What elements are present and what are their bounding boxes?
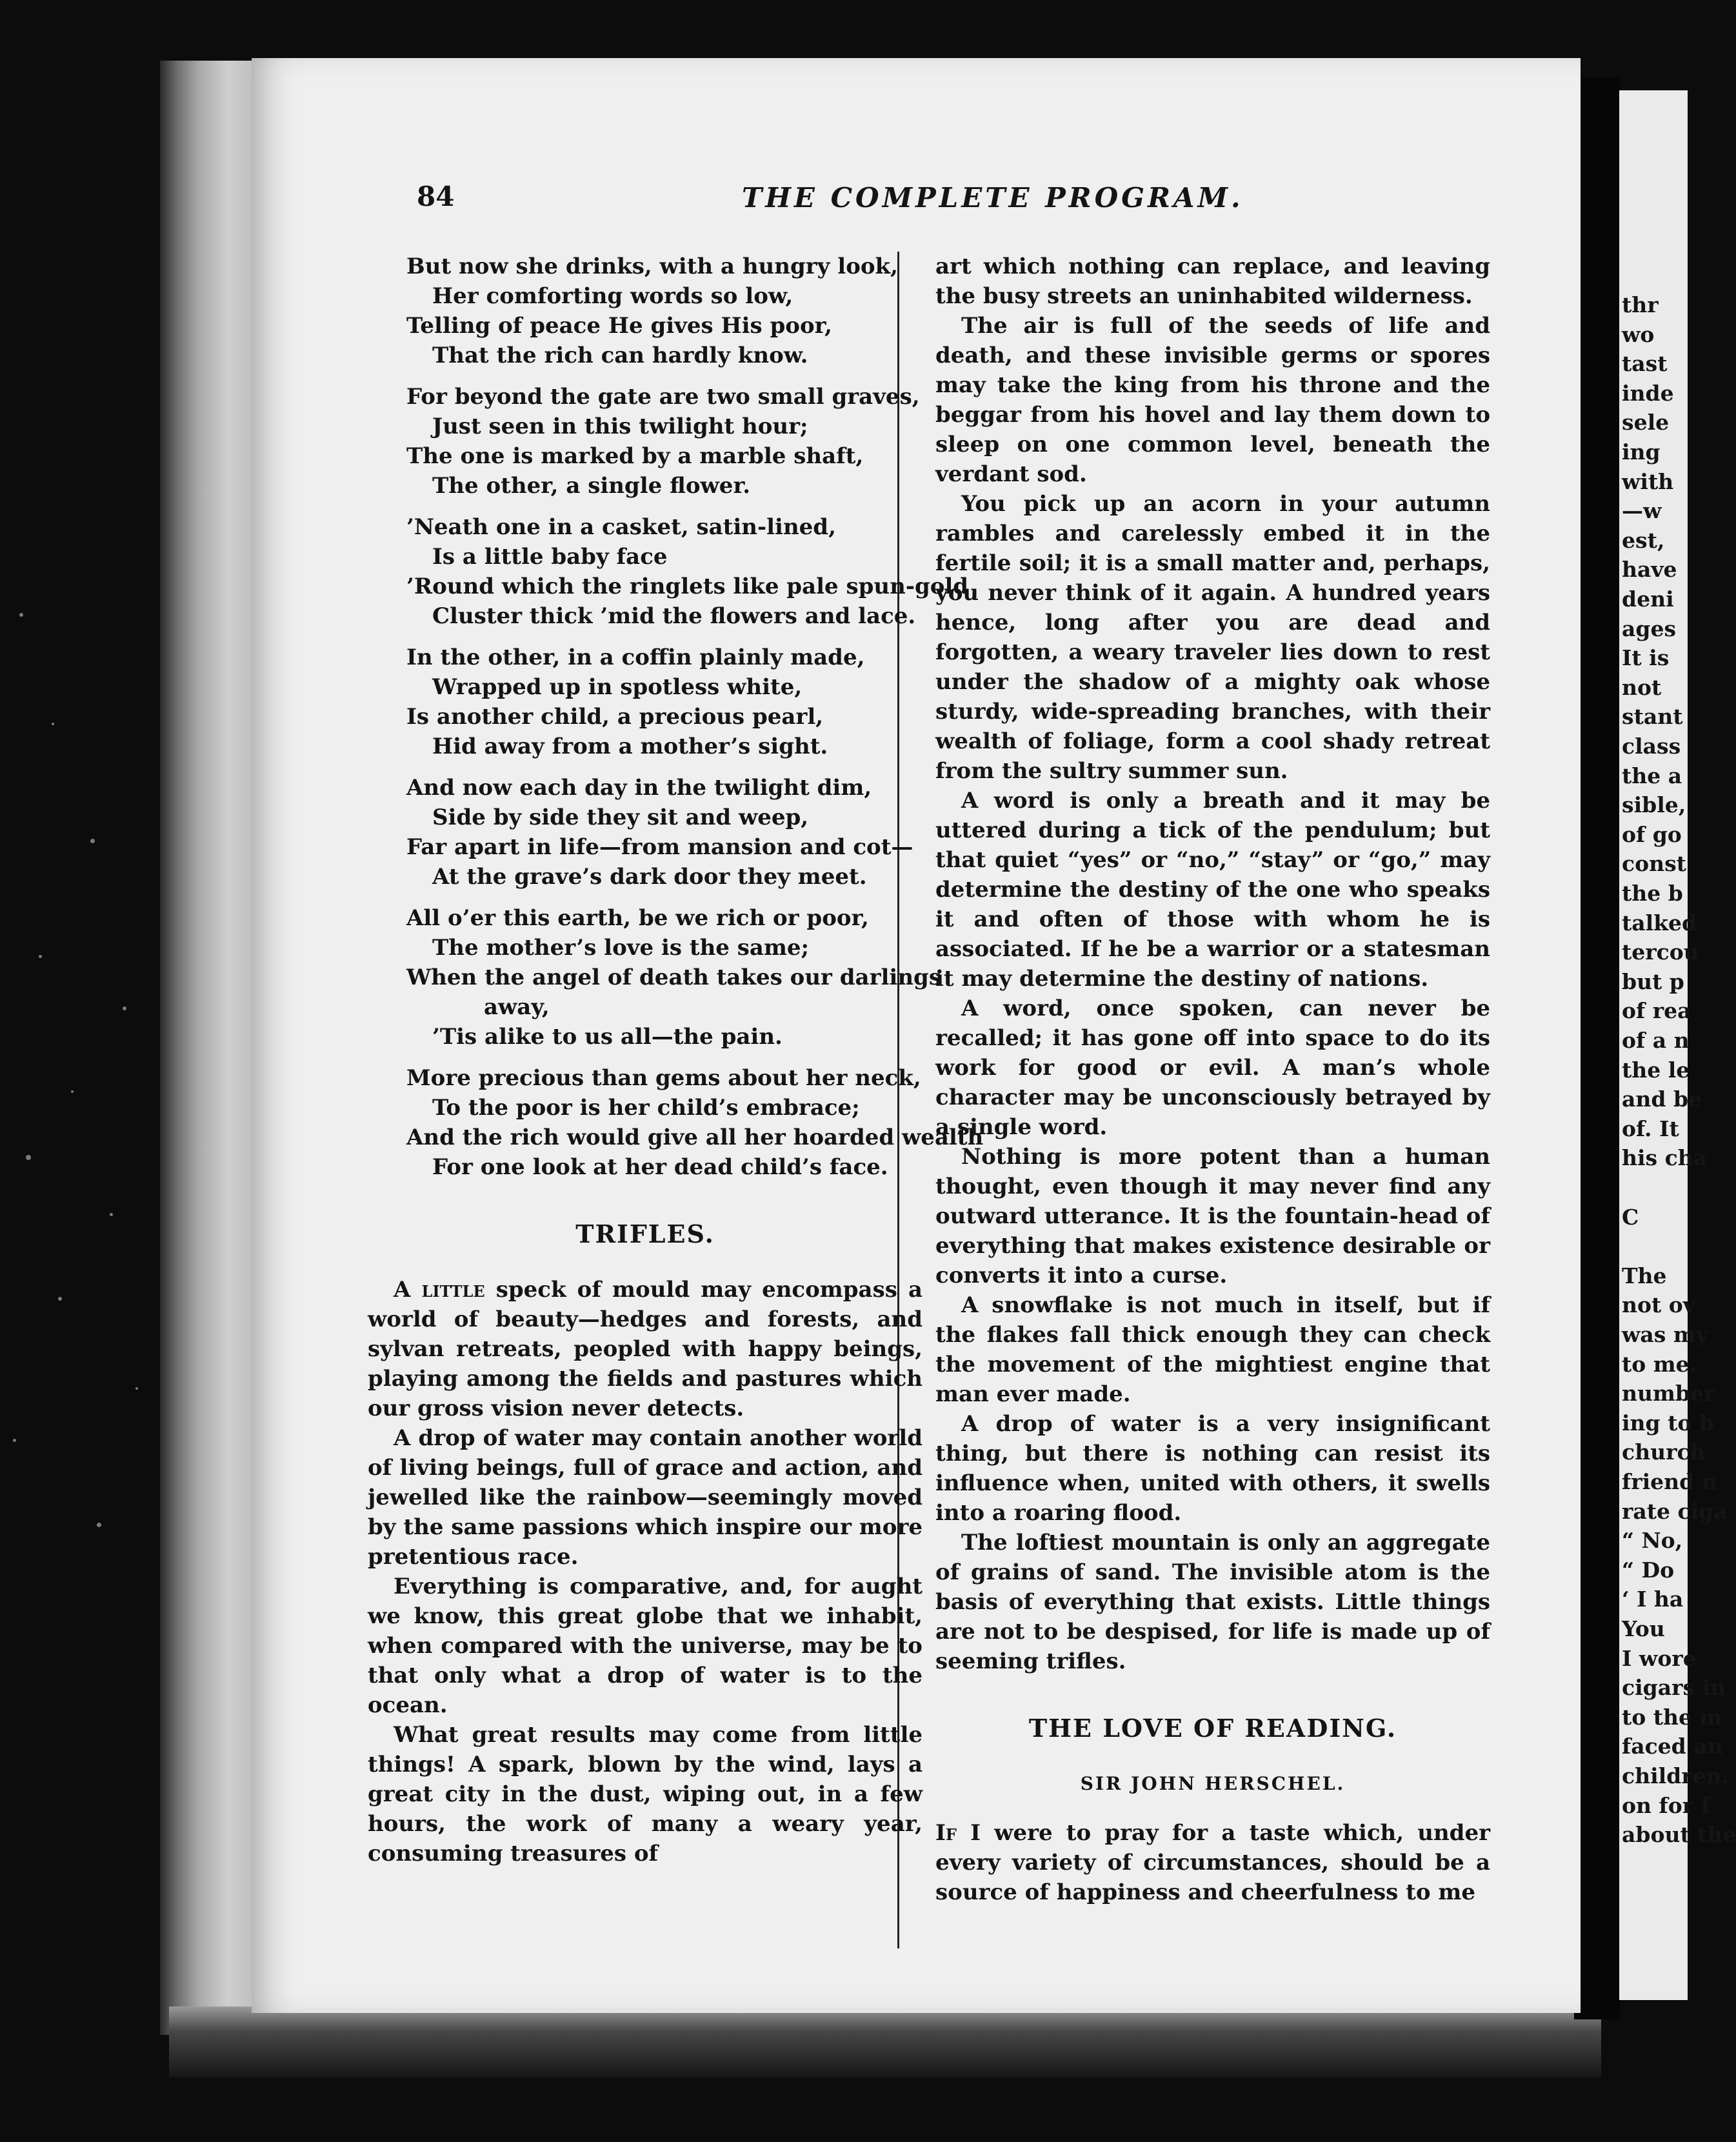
facing-page-fragment: the a	[1622, 763, 1682, 788]
facing-page-fragment: with	[1622, 468, 1674, 494]
facing-page-fragment: inde	[1622, 380, 1674, 406]
poem-stanza	[406, 643, 923, 761]
love-of-reading-paragraph: If I were to pray for a taste which, under every variety of circumstances, should be a source of happiness and cheerfulness to me	[935, 1820, 1490, 1905]
facing-page-fragment: rate ciga	[1622, 1498, 1728, 1524]
poem-line: ’Round which the ringlets like pale spun-gold	[406, 574, 969, 599]
poem-line: More precious than gems about her neck,	[406, 1065, 921, 1091]
love-of-reading-title: THE LOVE OF READING.	[1028, 1714, 1397, 1743]
lead-small-caps: If	[935, 1820, 957, 1846]
poem-stanza	[406, 903, 941, 1052]
running-title: THE COMPLETE PROGRAM.	[742, 182, 1244, 214]
facing-page-fragment: wo	[1622, 321, 1655, 347]
poem-line: For beyond the gate are two small graves,	[406, 384, 920, 410]
facing-page-fragment: ing	[1622, 439, 1661, 465]
facing-page-fragment: his cha	[1622, 1145, 1708, 1171]
lead-small-caps: A little	[394, 1277, 485, 1303]
facing-page-fragment: children.	[1622, 1763, 1730, 1788]
facing-page-fragment: You	[1622, 1616, 1665, 1641]
poem-line: Her comforting words so low,	[432, 283, 793, 309]
poem-stanza	[406, 1063, 984, 1182]
facing-page-fragment: of. It	[1622, 1116, 1679, 1141]
poem-line: All o’er this earth, be we rich or poor,	[406, 905, 869, 931]
facing-page-fragment: ages	[1622, 616, 1677, 641]
facing-page-fragment: was my	[1622, 1322, 1708, 1347]
trifles-paragraph: A little speck of mould may encompass a world of beauty—hedges and forests, and sylvan retreats, peopled with happy beings, playing among the fields and pastures which our gross vision never detects.	[368, 1277, 923, 1421]
facing-page-fragment: talked	[1622, 910, 1697, 936]
facing-page-fragment: “ Do	[1622, 1557, 1675, 1583]
poem-line: Hid away from a mother’s sight.	[432, 734, 828, 759]
poem-line: To the poor is her child’s embrace;	[432, 1095, 860, 1121]
trifles-paragraph: You pick up an acorn in your autumn rambles and carelessly embed it in the fertile soil; it is a small matter and, perhaps, you never think of it again. A hundred years hence, long after you are dead and forgotten, a weary traveler lies down to rest under the shadow of a mighty oak whose sturdy, wide-spreading branches, with their wealth of foliage, form a cool shady retreat from the sultry summer sun.	[935, 491, 1490, 784]
facing-page-fragment: const	[1622, 851, 1686, 877]
facing-page-fragment: tercou	[1622, 939, 1699, 965]
facing-page-fragment: est,	[1622, 527, 1665, 553]
facing-page-fragment: sele	[1622, 410, 1670, 435]
facing-page-fragment: ‘ I ha	[1622, 1586, 1684, 1612]
poem-line: The one is marked by a marble shaft,	[406, 443, 864, 469]
poem	[368, 252, 984, 1182]
facing-page-fragment: The	[1622, 1263, 1667, 1288]
poem-stanza	[406, 252, 923, 370]
page-bottom-shadow	[169, 2007, 1601, 2077]
poem-line: Wrapped up in spotless white,	[432, 674, 803, 700]
trifles-paragraph: The air is full of the seeds of life and death, and these invisible germs or spores may take the king from his throne and the beggar from his hovel and lay them down to sleep on one common level, beneath the verdant sod.	[935, 313, 1490, 487]
poem-line: And the rich would give all her hoarded wealth	[406, 1125, 984, 1150]
poem-stanza	[406, 773, 923, 892]
poem-line: ’Tis alike to us all—the pain.	[432, 1024, 783, 1050]
facing-page-fragment: to me.	[1622, 1351, 1697, 1377]
trifles-paragraph: The loftiest mountain is only an aggregate of grains of sand. The invisible atom is the basis of everything that exists. Little things are not to be despised, for life is made up of seeming trifles.	[935, 1530, 1490, 1674]
book-binding-edge	[160, 61, 257, 2035]
facing-page-fragment: on for f	[1622, 1792, 1710, 1818]
facing-page-fragment: the b	[1622, 881, 1683, 906]
trifles-paragraph: What great results may come from little things! A spark, blown by the wind, lays a great city in the dust, wiping out, in a few hours, the work of many a weary year, consuming treasures of	[368, 1722, 923, 1867]
facing-page-fragment: deni	[1622, 586, 1674, 612]
facing-page-fragment: ing to b	[1622, 1410, 1714, 1436]
facing-page-fragment: of go	[1622, 821, 1682, 847]
poem-line: But now she drinks, with a hungry look,	[406, 254, 898, 279]
poem-line: In the other, in a coffin plainly made,	[406, 645, 865, 670]
facing-page-fragment: friend n	[1622, 1469, 1717, 1494]
facing-page-fragment: tast	[1622, 351, 1668, 377]
poem-line: Cluster thick ’mid the flowers and lace.	[432, 603, 916, 629]
facing-page-fragment: of rea	[1622, 998, 1691, 1024]
trifles-paragraph: A drop of water is a very insignificant thing, but there is nothing can resist its influence when, united with others, it swells into a roaring flood.	[935, 1411, 1490, 1526]
trifles-paragraph: A snowflake is not much in itself, but if the flakes fall thick enough they can check the movement of the mightiest engine that man ever made.	[935, 1292, 1490, 1407]
facing-page-edge	[1619, 90, 1736, 2000]
left-column	[368, 252, 984, 1868]
page-number: 84	[417, 181, 455, 212]
poem-line: When the angel of death takes our darlings	[406, 965, 941, 990]
facing-page-fragment: C	[1622, 1204, 1639, 1230]
facing-page-fragment: not	[1622, 674, 1662, 700]
facing-page-fragment: the le	[1622, 1057, 1690, 1083]
facing-page-fragment: “ No,	[1622, 1528, 1683, 1554]
page-gutter	[1574, 77, 1621, 2019]
trifles-paragraph: A word is only a breath and it may be uttered during a tick of the pendulum; but that quiet “yes” or “no,” “stay” or “go,” may determine the destiny of the one who speaks it and often of those with whom he is associated. If he be a warrior or a statesman it may determine the destiny of nations.	[935, 788, 1490, 992]
poem-line: Far apart in life—from mansion and cot—	[406, 834, 913, 860]
book-page	[252, 58, 1581, 2013]
poem-line: Telling of peace He gives His poor,	[406, 313, 832, 339]
facing-page-fragment: about the	[1622, 1822, 1736, 1848]
facing-page-fragment: It is	[1622, 645, 1670, 671]
facing-page-fragment: sible,	[1622, 792, 1686, 818]
trifles-paragraph: A drop of water may contain another world of living beings, full of grace and action, and jewelled like the rainbow—seemingly moved by the same passions which inspire our more pretentious race.	[368, 1425, 923, 1570]
trifles-paragraph: Nothing is more potent than a human thought, even though it may never find any outward utterance. It is the fountain-head of everything that makes existence desirable or converts it into a curse.	[935, 1144, 1490, 1288]
facing-page-fragment: of a n	[1622, 1028, 1690, 1053]
poem-line: For one look at her dead child’s face.	[432, 1154, 888, 1180]
poem-line: Is a little baby face	[432, 544, 668, 570]
poem-line: Is another child, a precious pearl,	[406, 704, 824, 730]
poem-line: That the rich can hardly know.	[432, 343, 808, 368]
trifles-paragraph: A word, once spoken, can never be recalled; it has gone off into space to do its work for good or evil. A man’s whole character may be unconsciously betrayed by a single word.	[935, 996, 1490, 1140]
poem-line: Just seen in this twilight hour;	[432, 414, 808, 439]
poem-line: ’Neath one in a casket, satin-lined,	[406, 514, 836, 540]
poem-line: away,	[484, 994, 550, 1020]
poem-line: The other, a single flower.	[432, 473, 751, 499]
poem-stanza	[406, 382, 923, 501]
facing-page-fragment: I wore	[1622, 1645, 1697, 1671]
trifles-paragraph: Everything is comparative, and, for aught we know, this great globe that we inhabit, when compared with the universe, may be to that only what a drop of water is to the ocean.	[368, 1574, 923, 1718]
facing-page-fragment: church	[1622, 1439, 1706, 1465]
facing-page-fragment: and be	[1622, 1086, 1702, 1112]
facing-page-fragment: have	[1622, 557, 1677, 583]
scan-background	[0, 0, 161, 2142]
poem-line: The mother’s love is the same;	[432, 935, 810, 961]
right-column	[935, 252, 1490, 1907]
facing-page-fragment: but p	[1622, 968, 1684, 994]
trifles-paragraph-continued: art which nothing can replace, and leaving the busy streets an uninhabited wilderness.	[935, 254, 1490, 309]
poem-line: At the grave’s dark door they meet.	[432, 864, 867, 890]
facing-page-fragment: number	[1622, 1381, 1715, 1406]
facing-page-fragment: thr	[1622, 292, 1659, 317]
author-byline: SIR JOHN HERSCHEL.	[1080, 1773, 1346, 1794]
trifles-title: TRIFLES.	[575, 1219, 715, 1248]
facing-page-fragment: —w	[1622, 498, 1662, 524]
poem-line: And now each day in the twilight dim,	[406, 775, 872, 801]
facing-page-fragment: stant	[1622, 704, 1683, 730]
facing-page-fragment: not ov	[1622, 1292, 1695, 1318]
poem-line: Side by side they sit and weep,	[432, 805, 809, 830]
poem-stanza	[406, 512, 969, 631]
facing-page-fragment: class	[1622, 734, 1681, 759]
facing-page-fragment: faced an	[1622, 1734, 1723, 1759]
facing-page-fragment: to the m	[1622, 1704, 1722, 1730]
facing-page-fragment: cigars in	[1622, 1675, 1726, 1701]
